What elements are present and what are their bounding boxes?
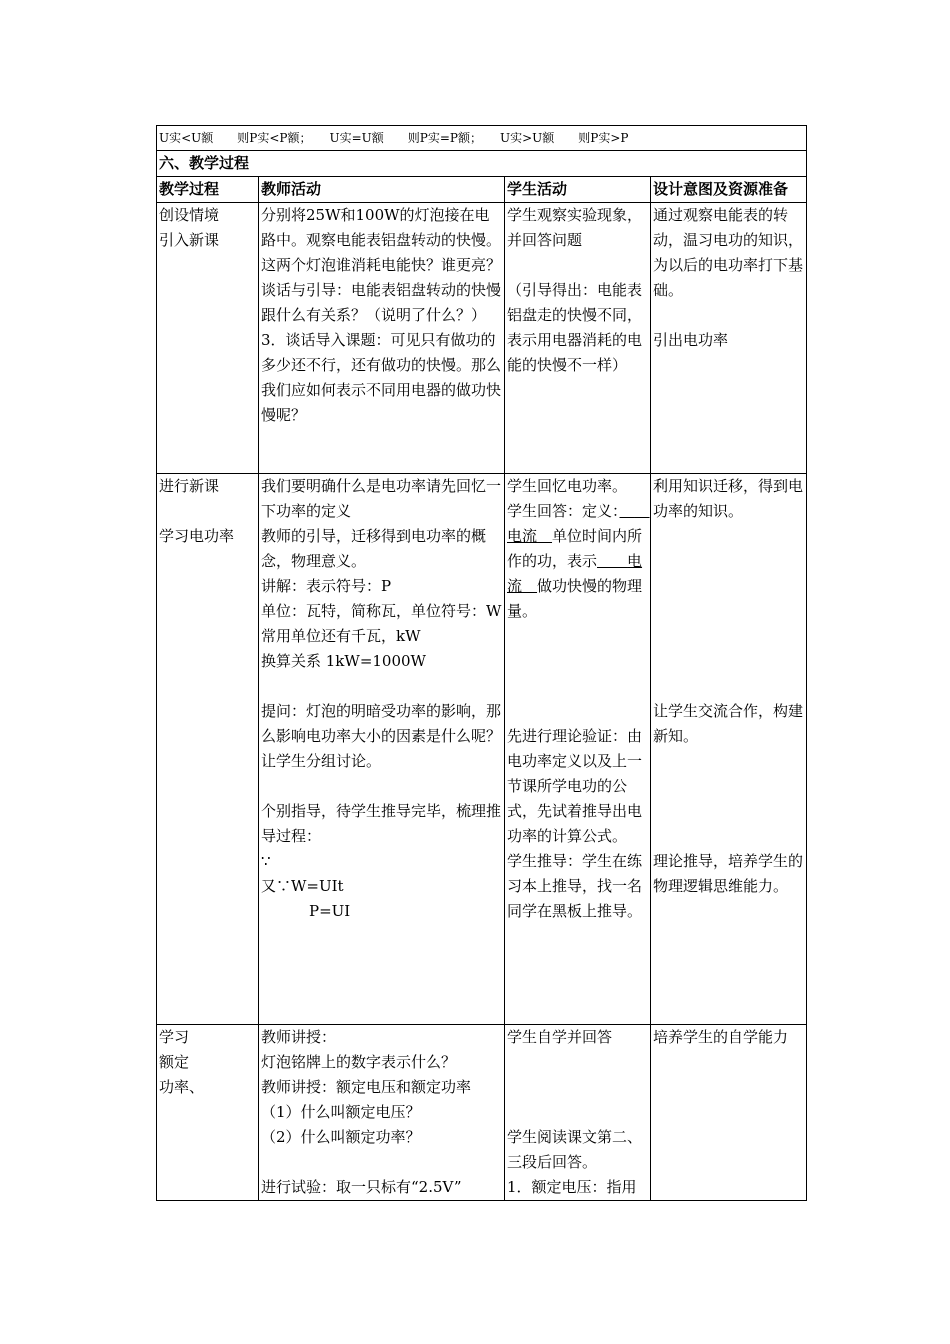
design-cell <box>651 203 807 474</box>
teacher-text: （1）什么叫额定电压？ <box>261 1103 421 1121</box>
teacher-text: 常用单位还有千瓦，kW <box>261 627 421 645</box>
student-text: 学生阅读课文第二、三段后回答。 <box>507 1128 643 1171</box>
design-text: 引出电功率 <box>653 331 729 349</box>
table-row <box>157 1025 807 1201</box>
student-text: 学生回答：定义： 电流 单位时间内所作的功，表示 电流 做功快慢的物理量。 <box>507 502 643 620</box>
teacher-text: 单位：瓦特，简称瓦，单位符号：W <box>261 602 502 620</box>
teaching-process-table <box>156 125 807 1201</box>
table-row <box>157 474 807 1025</box>
student-text: 学生回忆电功率。 <box>507 477 628 495</box>
header-design: 设计意图及资源准备 <box>651 177 807 203</box>
student-cell <box>505 203 651 474</box>
process-text: 功率、 <box>159 1078 205 1096</box>
student-text: 学生自学并回答 <box>507 1028 613 1046</box>
process-text: 额定 <box>159 1053 190 1071</box>
teacher-text: 个别指导，待学生推导完毕，梳理推导过程： <box>261 802 502 845</box>
design-cell <box>651 474 807 1025</box>
student-cell <box>505 474 651 1025</box>
teacher-cell <box>259 1025 505 1201</box>
process-cell <box>157 474 259 1025</box>
student-cell <box>505 1025 651 1201</box>
teacher-text: 讲解：表示符号：P <box>261 577 392 595</box>
process-text: 引入新课 <box>159 231 220 249</box>
teacher-text: （2）什么叫额定功率？ <box>261 1128 421 1146</box>
design-text: 理论推导，培养学生的物理逻辑思维能力。 <box>653 852 804 895</box>
design-text: 通过观察电能表的转动，温习电功的知识，为以后的电功率打下基础。 <box>653 206 804 299</box>
header-student: 学生活动 <box>505 177 651 203</box>
process-text: 学习电功率 <box>159 527 235 545</box>
design-cell <box>651 1025 807 1201</box>
section-title: 六、教学过程 <box>157 151 807 177</box>
teacher-cell <box>259 474 505 1025</box>
design-text: 培养学生的自学能力 <box>653 1028 789 1046</box>
student-text: 1．额定电压：指用 <box>507 1178 637 1196</box>
teacher-text: ∵ <box>261 852 271 870</box>
teacher-text: 我们要明确什么是电功率请先回忆一下功率的定义 <box>261 477 502 520</box>
teacher-text: 提问：灯泡的明暗受功率的影响，那么影响电功率大小的因素是什么呢？让学生分组讨论。 <box>261 702 502 770</box>
teacher-text: 又∵W=UIt <box>261 877 344 895</box>
design-text: 让学生交流合作，构建新知。 <box>653 702 804 745</box>
power-comparison-row: U实<U额 则P实<P额； U实=U额 则P实=P额； U实>U额 则P实>P <box>157 126 807 151</box>
teacher-text: 进行试验：取一只标有“2.5V” <box>261 1178 462 1196</box>
process-cell <box>157 203 259 474</box>
teacher-text: 灯泡铭牌上的数字表示什么？ <box>261 1053 457 1071</box>
table-row <box>157 203 807 474</box>
teacher-text: 3．谈话导入课题：可见只有做功的多少还不行，还有做功的快慢。那么我们应如何表示不同用电器的做功快慢呢？ <box>261 331 502 424</box>
teacher-text: 教师讲授： <box>261 1028 337 1046</box>
process-cell <box>157 1025 259 1201</box>
student-text: 先进行理论验证：由电功率定义以及上一节课所学电功的公式，先试着推导出电功率的计算公式。 <box>507 727 643 845</box>
teacher-text: 分别将25W和100W的灯泡接在电路中。观察电能表铝盘转动的快慢。这两个灯泡谁消耗电能快？谁更亮？ <box>261 206 502 274</box>
student-text: 学生推导：学生在练习本上推导，找一名同学在黑板上推导。 <box>507 852 643 920</box>
teacher-text: 谈话与引导：电能表铝盘转动的快慢跟什么有关系？（说明了什么？） <box>261 281 502 324</box>
design-text: 利用知识迁移，得到电功率的知识。 <box>653 477 804 520</box>
header-teacher: 教师活动 <box>259 177 505 203</box>
teacher-cell <box>259 203 505 474</box>
process-text: 进行新课 <box>159 477 220 495</box>
teacher-text: 换算关系 1kW=1000W <box>261 652 426 670</box>
student-text: （引导得出：电能表铝盘走的快慢不同，表示用电器消耗的电能的快慢不一样） <box>507 281 643 374</box>
student-text: 学生观察实验现象，并回答问题 <box>507 206 643 249</box>
process-text: 创设情境 <box>159 206 220 224</box>
header-process: 教学过程 <box>157 177 259 203</box>
process-text: 学习 <box>159 1028 190 1046</box>
teacher-text: 教师的引导，迁移得到电功率的概念，物理意义。 <box>261 527 487 570</box>
teacher-text: 教师讲授：额定电压和额定功率 <box>261 1078 472 1096</box>
teacher-text: P=UI <box>309 902 351 920</box>
